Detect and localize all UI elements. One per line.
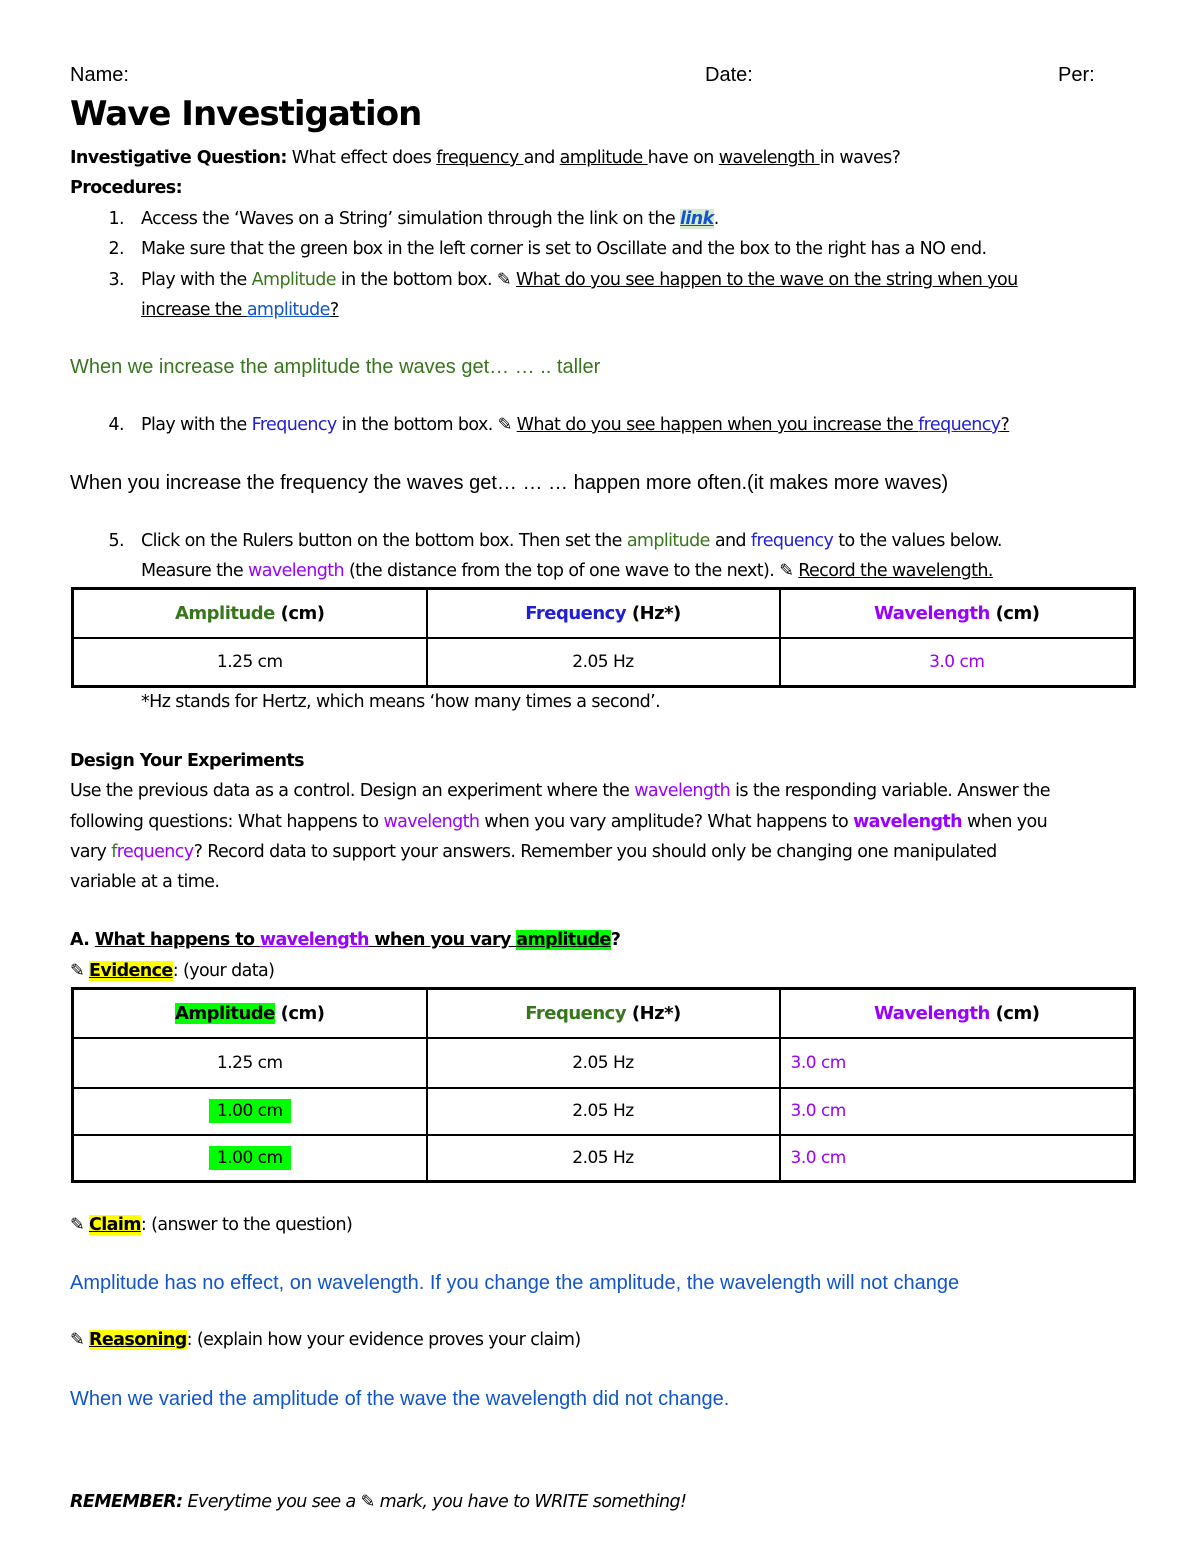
claim-answer: Amplitude has no effect, on wavelength. If you change the amplitude, the wavelength will not change <box>70 1272 960 1294</box>
design-text-2a: following questions: What happens to <box>70 812 384 832</box>
design-line-2 <box>70 812 1047 832</box>
part-a-prefix: A. <box>70 930 95 950</box>
question-text-1: What effect does <box>286 148 437 168</box>
cell-wavelength: 3.0 cm <box>780 638 1135 687</box>
step-3-text-a: Play with the <box>141 270 252 290</box>
design-text-2b: when you vary amplitude? What happens to <box>479 812 854 832</box>
step-3-question-line-1: What do you see happen to the wave on the string when you <box>515 270 1018 290</box>
step-3-question-line-2 <box>141 300 339 320</box>
question-label: Investigative Question: <box>70 148 287 168</box>
step-3-question-end: ? <box>329 300 339 320</box>
step-3-number: 3. <box>108 270 124 290</box>
table-row <box>73 638 1135 687</box>
part-a-wavelength: wavelength <box>259 930 369 950</box>
part-a-end: ? <box>610 930 621 950</box>
step-2-number: 2. <box>108 239 124 259</box>
step-5-text-e: (the distance from the top of one wave to the next). ✎ <box>343 561 799 581</box>
step-5-record: Record the wavelength. <box>798 561 993 581</box>
design-line-3 <box>70 842 997 862</box>
table-header-row <box>73 589 1135 638</box>
cell-amplitude-value: 1.00 cm <box>209 1146 291 1170</box>
cell-wavelength: 3.0 cm <box>780 1135 1135 1182</box>
remember-note <box>70 1492 686 1512</box>
step-3-question-text: increase the <box>141 300 247 320</box>
step-5-wavelength: wavelength <box>248 561 344 581</box>
header-frequency-word: Frequency <box>525 1002 627 1024</box>
header-wavelength-word: Wavelength <box>874 602 990 624</box>
header-amplitude-unit: (cm) <box>274 602 325 624</box>
question-text-2: and <box>523 148 560 168</box>
header-wavelength-unit: (cm) <box>989 602 1040 624</box>
design-text-3b: ? Record data to support your answers. Remember you should only be changing one manipulated <box>193 842 997 862</box>
pencil-icon: ✎ <box>70 1215 90 1235</box>
header-amplitude-unit: (cm) <box>274 1002 325 1024</box>
cell-amplitude: 1.25 cm <box>73 1038 427 1088</box>
evidence-hint: : (your data) <box>172 961 275 981</box>
pencil-icon: ✎ <box>70 1330 90 1350</box>
cell-wavelength: 3.0 cm <box>780 1088 1135 1135</box>
header-amplitude-word: Amplitude <box>174 1002 275 1024</box>
step-5-line-2 <box>141 561 993 581</box>
design-text-1a: Use the previous data as a control. Design an experiment where the <box>70 781 635 801</box>
header-frequency <box>427 989 780 1038</box>
step-5-frequency: frequency <box>750 531 834 551</box>
cell-amplitude <box>73 1135 427 1182</box>
design-frequency-f: f <box>111 842 117 862</box>
answer-3: When we increase the amplitude the waves get… … .. taller <box>70 356 601 378</box>
step-5-number: 5. <box>108 531 124 551</box>
reasoning-line <box>70 1330 581 1350</box>
evidence-line <box>70 961 274 981</box>
cell-wavelength: 3.0 cm <box>780 1038 1135 1088</box>
cell-frequency: 2.05 Hz <box>427 1135 780 1182</box>
question-text-3: have on <box>647 148 719 168</box>
investigative-question <box>70 148 900 168</box>
step-3-amplitude: Amplitude <box>251 270 336 290</box>
date-label: Date: <box>705 64 753 86</box>
reasoning-answer: When we varied the amplitude of the wave the wavelength did not change. <box>70 1388 730 1410</box>
claim-hint: : (answer to the question) <box>140 1215 353 1235</box>
design-line-1 <box>70 781 1050 801</box>
step-4-text-a: Play with the <box>141 415 252 435</box>
header-amplitude-word: Amplitude <box>174 602 275 624</box>
table-row <box>73 1088 1135 1135</box>
claim-line <box>70 1215 352 1235</box>
header-frequency-unit: (Hz*) <box>626 1002 681 1024</box>
cell-frequency: 2.05 Hz <box>427 638 780 687</box>
pencil-icon: ✎ <box>70 961 90 981</box>
header-wavelength <box>780 989 1135 1038</box>
step-5-text-b: and <box>709 531 751 551</box>
table-row <box>73 1135 1135 1182</box>
cell-amplitude-value: 1.00 cm <box>209 1099 291 1123</box>
step-3-question-amplitude: amplitude <box>246 300 330 320</box>
step-3-text-b: in the bottom box. ✎ <box>335 270 516 290</box>
design-wavelength-2: wavelength <box>383 812 480 832</box>
header-wavelength <box>780 589 1135 638</box>
header-frequency-word: Frequency <box>525 602 627 624</box>
part-a-amplitude: amplitude <box>516 930 611 950</box>
cell-amplitude <box>73 1088 427 1135</box>
question-text-4: in waves? <box>819 148 901 168</box>
step-1-text: Access the ‘Waves on a String’ simulation through the link on the <box>141 209 680 229</box>
name-label: Name: <box>70 64 129 86</box>
step-4-question-end: ? <box>1000 415 1010 435</box>
step-4-question: What do you see happen when you increase the <box>516 415 919 435</box>
page-title: Wave Investigation <box>70 94 422 134</box>
step-5-text-d: Measure the <box>141 561 249 581</box>
step-4-question-frequency: frequency <box>918 415 1001 435</box>
header-wavelength-word: Wavelength <box>874 1002 990 1024</box>
design-text-1b: is the responding variable. Answer the <box>730 781 1050 801</box>
header-amplitude <box>73 589 427 638</box>
step-1-number: 1. <box>108 209 124 229</box>
part-a-question <box>70 930 620 950</box>
question-wavelength: wavelength <box>718 148 820 168</box>
cell-frequency: 2.05 Hz <box>427 1088 780 1135</box>
answer-4: When you increase the frequency the waves get… … … happen more often.(it makes more waves) <box>70 472 949 494</box>
question-amplitude: amplitude <box>559 148 648 168</box>
design-text-2c: when you <box>962 812 1048 832</box>
header-frequency-unit: (Hz*) <box>626 602 681 624</box>
part-a-text-1: What happens to <box>94 930 260 950</box>
simulation-link[interactable]: link <box>679 209 714 229</box>
evidence-table <box>71 987 1136 1183</box>
header-wavelength-unit: (cm) <box>989 1002 1040 1024</box>
design-frequency: requency <box>116 842 194 862</box>
step-1-end: . <box>713 209 719 229</box>
header-amplitude <box>73 989 427 1038</box>
table-row <box>73 1038 1135 1088</box>
evidence-label: Evidence <box>89 961 173 981</box>
question-frequency: frequency <box>436 148 524 168</box>
part-a-text-2: when you vary <box>368 930 517 950</box>
step-2-text: Make sure that the green box in the left corner is set to Oscillate and the box to the right has a NO end. <box>141 239 987 259</box>
step-5-amplitude: amplitude <box>626 531 710 551</box>
reasoning-hint: : (explain how your evidence proves your claim) <box>186 1330 581 1350</box>
step-4-text-b: in the bottom box. ✎ <box>336 415 517 435</box>
design-text-3a: vary <box>70 842 112 862</box>
cell-amplitude: 1.25 cm <box>73 638 427 687</box>
design-line-4: variable at a time. <box>70 872 220 892</box>
remember-text: Everytime you see a ✎ mark, you have to WRITE something! <box>182 1492 687 1512</box>
header-frequency <box>427 589 780 638</box>
design-wavelength-1: wavelength <box>634 781 731 801</box>
claim-label: Claim <box>89 1215 141 1235</box>
step-5-text-c: to the values below. <box>833 531 1002 551</box>
table-header-row <box>73 989 1135 1038</box>
design-wavelength-3: wavelength <box>853 812 962 832</box>
period-label: Per: <box>1058 64 1095 86</box>
procedures-label: Procedures: <box>70 178 183 198</box>
reasoning-label: Reasoning <box>89 1330 187 1350</box>
step-4-frequency: Frequency <box>251 415 337 435</box>
control-data-table <box>71 587 1136 688</box>
footnote: *Hz stands for Hertz, which means ‘how many times a second’. <box>141 692 661 712</box>
remember-label: REMEMBER: <box>70 1492 183 1512</box>
step-4-number: 4. <box>108 415 124 435</box>
step-5-text-a: Click on the Rulers button on the bottom box. Then set the <box>141 531 627 551</box>
design-heading: Design Your Experiments <box>70 751 304 771</box>
cell-frequency: 2.05 Hz <box>427 1038 780 1088</box>
